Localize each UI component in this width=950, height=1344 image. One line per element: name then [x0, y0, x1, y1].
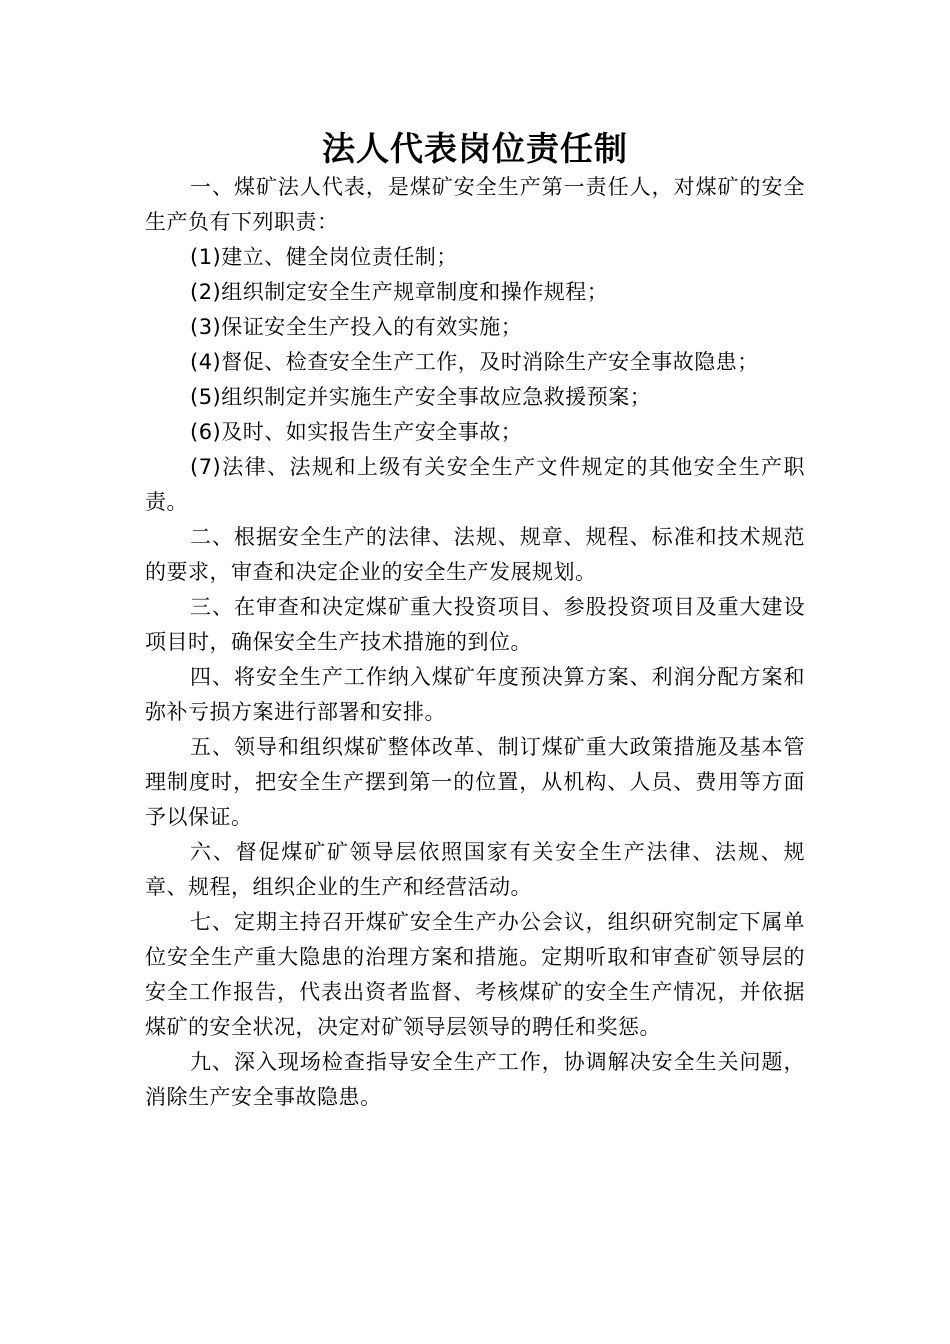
duty-item-4: (4)督促、检查安全生产工作，及时消除生产安全事故隐患；	[190, 350, 759, 374]
section-paragraph-5: 五、领导和组织煤矿整体改革、制订煤矿重大政策措施及基本管理制度时，把安全生产摆到第一的位置，从机构、人员、费用等方面予以保证。	[145, 735, 805, 829]
duty-item-1: (1)建立、健全岗位责任制；	[190, 245, 458, 269]
document-body	[145, 170, 805, 1115]
duty-item-6: (6)及时、如实报告生产安全事故；	[190, 420, 523, 444]
section-paragraph-9: 九、深入现场检查指导安全生产工作，协调解决安全生关问题，消除生产安全事故隐患。	[145, 1050, 805, 1109]
section-paragraph-6: 六、督促煤矿矿领导层依照国家有关安全生产法律、法规、规章、规程，组织企业的生产和经营活动。	[145, 840, 805, 899]
document-title: 法人代表岗位责任制	[322, 129, 628, 168]
duty-item-7: (7)法律、法规和上级有关安全生产文件规定的其他安全生产职责。	[145, 455, 805, 514]
intro-paragraph: 一、煤矿法人代表，是煤矿安全生产第一责任人，对煤矿的安全生产负有下列职责：	[145, 175, 805, 234]
section-paragraph-2: 二、根据安全生产的法律、法规、规章、规程、标准和技术规范的要求，审查和决定企业的安全生产发展规划。	[145, 525, 805, 584]
section-paragraph-4: 四、将安全生产工作纳入煤矿年度预决算方案、利润分配方案和弥补亏损方案进行部署和安排。	[145, 665, 805, 724]
section-paragraph-3: 三、在审查和决定煤矿重大投资项目、参股投资项目及重大建设项目时，确保安全生产技术措施的到位。	[145, 595, 805, 654]
duty-item-2: (2)组织制定安全生产规章制度和操作规程；	[190, 280, 609, 304]
duty-item-3: (3)保证安全生产投入的有效实施；	[190, 315, 523, 339]
section-paragraph-7: 七、定期主持召开煤矿安全生产办公会议，组织研究制定下属单位安全生产重大隐患的治理方案和措施。定期听取和审查矿领导层的安全工作报告，代表出资者监督、考核煤矿的安全生产情况，并依据煤矿的安全状况，决定对矿领导层领导的聘任和奖惩。	[145, 910, 805, 1039]
duty-item-5: (5)组织制定并实施生产安全事故应急救援预案；	[190, 385, 652, 409]
